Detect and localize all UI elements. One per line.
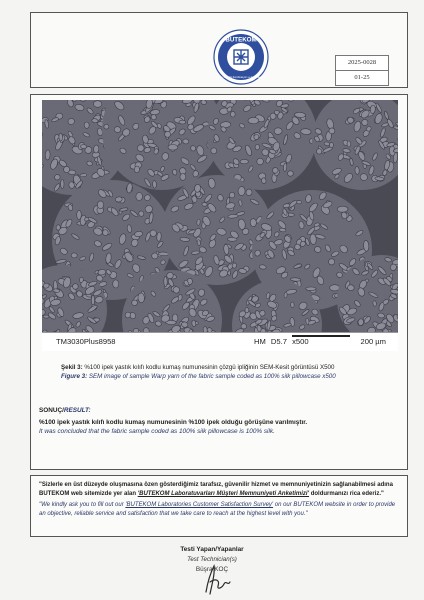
scale-bar bbox=[292, 335, 350, 337]
document-page: 01-25 bbox=[336, 70, 388, 85]
figure-caption bbox=[61, 363, 336, 381]
caption-turkish bbox=[61, 363, 336, 372]
result-heading bbox=[39, 406, 399, 415]
result-text-en: It was concluded that the fabric sample coded as 100% silk pillowcase is 100% silk. bbox=[39, 428, 275, 435]
caption-text-tr: %100 ipek yastık kılıfı kodlu kumaş numunesinin çözgü ipliğinin SEM-Kesit görüntüsü X500 bbox=[84, 364, 335, 371]
sem-info-bar bbox=[42, 332, 398, 351]
report-body bbox=[30, 94, 408, 470]
sem-scale: 200 µm bbox=[360, 337, 386, 346]
sem-image bbox=[42, 100, 398, 332]
sem-parameters: HM D5.7 x500 bbox=[254, 337, 309, 346]
caption-english bbox=[61, 372, 336, 381]
result-section bbox=[39, 406, 399, 436]
technician-title-tr: Testi Yapan/Yapanlar bbox=[180, 546, 244, 553]
sem-model: TM3030Plus8958 bbox=[56, 337, 116, 346]
caption-label-en: Figure 3: bbox=[61, 373, 88, 380]
logo-text: BUTEKOM bbox=[225, 36, 257, 44]
survey-link-en[interactable]: 'BUTEKOM Laboratories Customer Satisfaction Survey' bbox=[125, 502, 274, 508]
handwritten-signature-icon bbox=[196, 562, 236, 598]
butekom-logo-icon bbox=[213, 29, 269, 85]
caption-label-tr: Şekil 3: bbox=[61, 364, 83, 371]
notice-turkish bbox=[39, 481, 399, 499]
document-number: 2025-0028 bbox=[347, 59, 377, 66]
caption-text-en: SEM image of sample Warp yarn of the fabric sample coded as 100% silk pillowcase x500 bbox=[88, 373, 336, 380]
notice-en-part2: on our BUTEKOM website in order to provide an objective, reliable service and satisfaction that we take care to reach at the highest level with you." bbox=[39, 502, 396, 517]
logo-ring-text: Bursa Teknoloji Koordinasyon ve Ar-Ge Merkezi bbox=[216, 77, 266, 79]
notice-english bbox=[39, 501, 399, 519]
sem-micrograph bbox=[42, 100, 398, 332]
document-info bbox=[335, 55, 389, 86]
technician-title-en: Test Technician(s) bbox=[187, 556, 237, 563]
result-text-tr: %100 ipek yastık kılıfı kodlu kumaş numunesinin %100 ipek olduğu görüşüne varılmıştır. bbox=[39, 419, 308, 426]
notice-tr-part2: doldurmanızı rica ederiz." bbox=[309, 491, 384, 497]
survey-link-tr[interactable]: 'BUTEKOM Laboratuvarları Müşteri Memnuniyeti Anketimizi' bbox=[137, 491, 310, 497]
notice-en-part1: "We kindly ask you to fill out our bbox=[39, 502, 126, 508]
result-heading-tr: SONUÇ/ bbox=[39, 407, 64, 414]
technician-name: Büşra KOÇ bbox=[195, 566, 229, 573]
report-header bbox=[30, 12, 408, 88]
result-heading-en: RESULT: bbox=[63, 407, 91, 414]
survey-notice bbox=[30, 475, 408, 537]
notice-tr-part1: "Sizlerle en üst düzeyde oluşmasına özen gösterdiğimiz tarafsız, güvenilir hizmet ve memnuniyetinizin sağlanabilmesi adına BUTEKOM web sitemizde yer alan bbox=[39, 482, 393, 497]
